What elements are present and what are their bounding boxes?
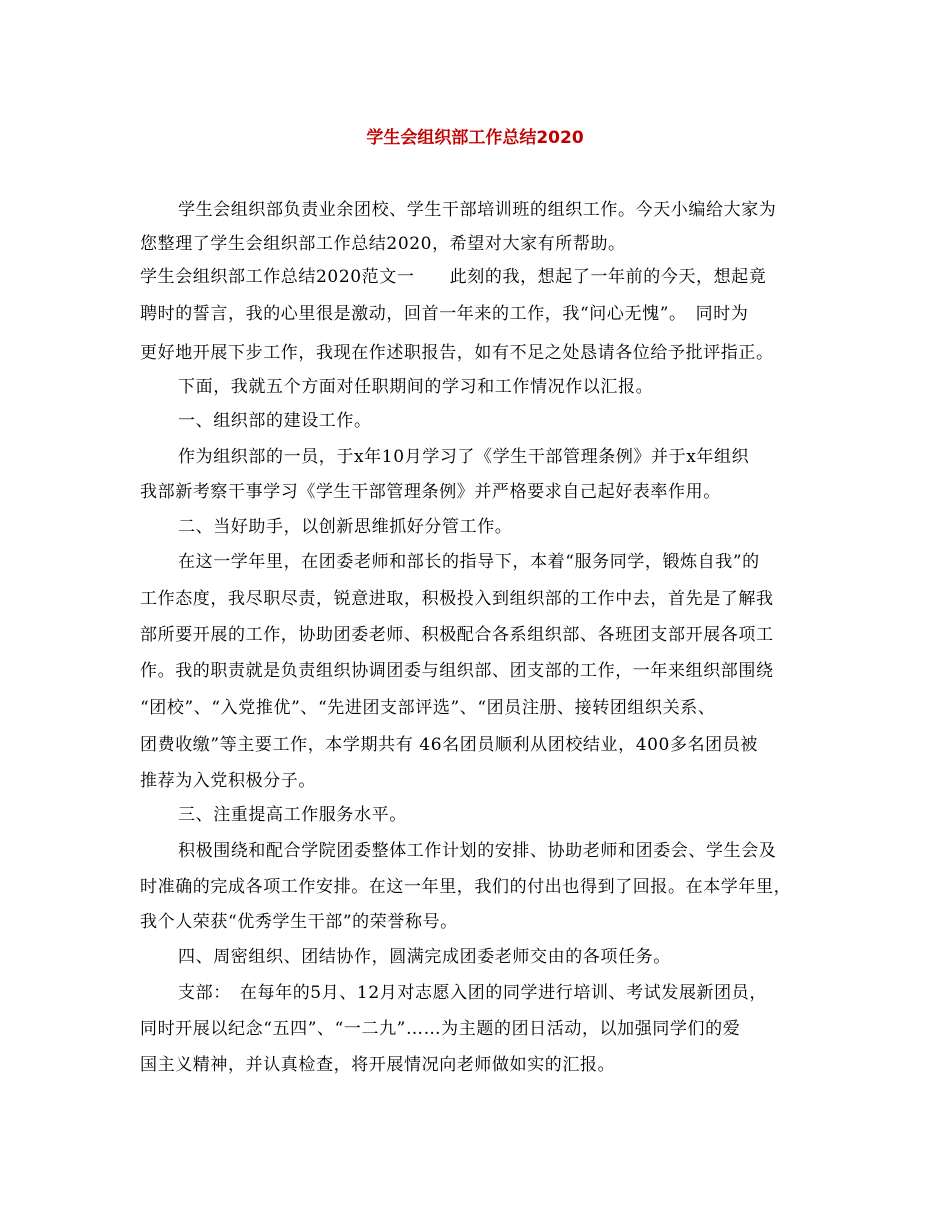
paragraph-line: 国主义精神，并认真检查，将开展情况向老师做如实的汇报。 bbox=[140, 1055, 616, 1075]
paragraph-line: 时准确的完成各项工作安排。在这一年里，我们的付出也得到了回报。在本学年里， bbox=[140, 877, 792, 897]
paragraph-line: 作为组织部的一员，于x年10月学习了《学生干部管理条例》并于x年组织 bbox=[178, 447, 750, 467]
paragraph-line: 推荐为入党积极分子。 bbox=[140, 771, 316, 791]
paragraph-line: 学生会组织部负责业余团校、学生干部培训班的组织工作。今天小编给大家为 bbox=[178, 200, 777, 220]
paragraph-line: “团校”、“入党推优”、“先进团支部评选”、“团员注册、接转团组织关系、 bbox=[140, 698, 716, 718]
paragraph-line: 团费收缴”等主要工作，本学期共有 46名团员顺利从团校结业，400多名团员被 bbox=[140, 735, 758, 755]
section-heading: 一、组织部的建设工作。 bbox=[178, 411, 372, 431]
paragraph-line: 我个人荣获“优秀学生干部”的荣誉称号。 bbox=[140, 912, 458, 932]
paragraph-line: 更好地开展下步工作，我现在作述职报告，如有不足之处恳请各位给予批评指正。 bbox=[140, 343, 774, 363]
paragraph-line: 作。我的职责就是负责组织协调团委与组织部、团支部的工作，一年来组织部围绕 bbox=[140, 661, 774, 681]
section-heading: 二、当好助手，以创新思维抓好分管工作。 bbox=[178, 517, 513, 537]
paragraph-line: 支部： 在每年的5月、12月对志愿入团的同学进行培训、考试发展新团员， bbox=[178, 983, 767, 1003]
section-heading: 三、注重提高工作服务水平。 bbox=[178, 805, 407, 825]
paragraph-line: 部所要开展的工作，协助团委老师、积极配合各系组织部、各班团支部开展各项工 bbox=[140, 625, 774, 645]
paragraph-line: 工作态度，我尽职尽责，锐意进取，积极投入到组织部的工作中去，首先是了解我 bbox=[140, 589, 774, 609]
paragraph-line: 聘时的誓言，我的心里很是激动，回首一年来的工作，我“问心无愧”。 同时为 bbox=[140, 304, 749, 324]
paragraph-line: 积极围绕和配合学院团委整体工作计划的安排、协助老师和团委会、学生会及 bbox=[178, 841, 777, 861]
paragraph-line: 在这一学年里，在团委老师和部长的指导下，本着“服务同学，锻炼自我”的 bbox=[178, 552, 760, 572]
paragraph-line: 我部新考察干事学习《学生干部管理条例》并严格要求自己起好表率作用。 bbox=[140, 482, 721, 502]
paragraph-line: 同时开展以纪念“五四”、“一二九”……为主题的团日活动，以加强同学们的爱 bbox=[140, 1019, 741, 1039]
document-title: 学生会组织部工作总结2020 bbox=[366, 128, 584, 148]
section-heading: 四、周密组织、团结协作，圆满完成团委老师交由的各项任务。 bbox=[178, 947, 671, 967]
paragraph-line: 学生会组织部工作总结2020范文一 此刻的我，想起了一年前的今天，想起竟 bbox=[140, 267, 767, 287]
paragraph-line: 下面，我就五个方面对任职期间的学习和工作情况作以汇报。 bbox=[178, 377, 654, 397]
paragraph-line: 您整理了学生会组织部工作总结2020，希望对大家有所帮助。 bbox=[140, 234, 626, 254]
